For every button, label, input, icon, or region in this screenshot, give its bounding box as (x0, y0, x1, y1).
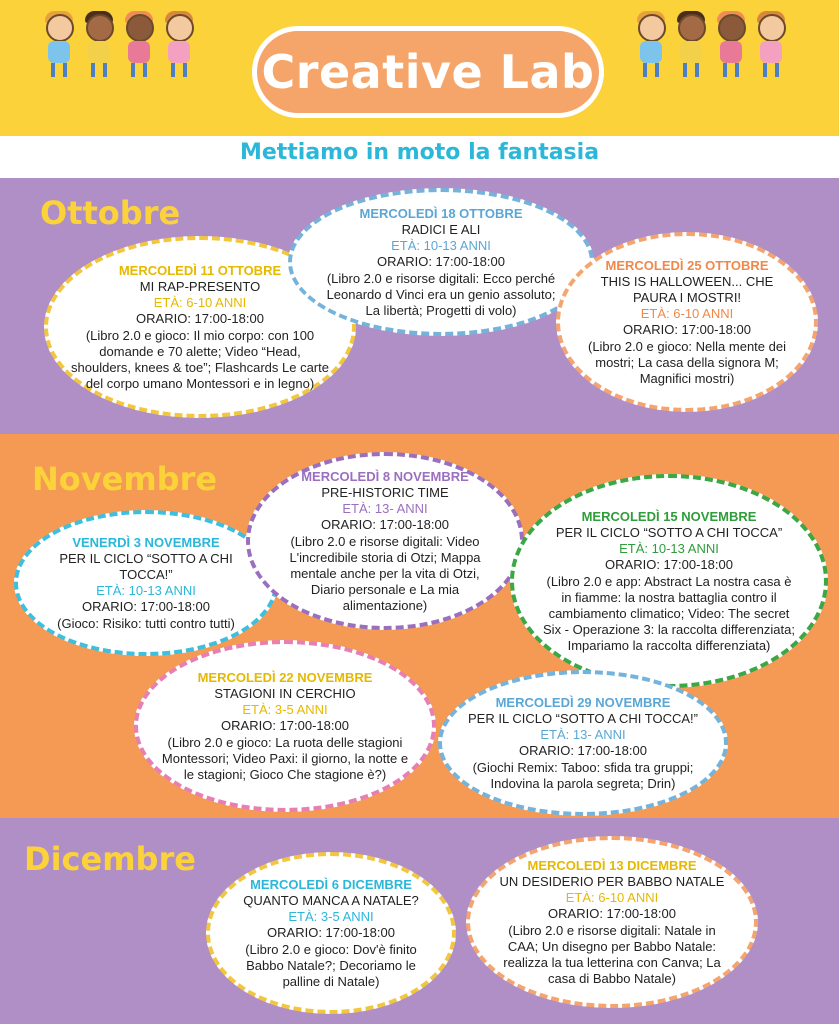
event-title: PER IL CICLO “SOTTO A CHI TOCCA” (555, 524, 783, 540)
event-card-oct-18 (288, 188, 594, 336)
event-age: ETÀ: 13- ANNI (540, 726, 626, 742)
event-card-nov-3 (14, 510, 278, 656)
event-age: ETÀ: 3-5 ANNI (242, 701, 328, 717)
event-date: MERCOLEDÌ 11 OTTOBRE (118, 262, 282, 278)
event-title: STAGIONI IN CERCHIO (214, 685, 356, 701)
event-time: ORARIO: 17:00-18:00 (267, 924, 395, 940)
event-description: (Libro 2.0 e risorse digitali: Video L'incredibile storia di Otzi; Mappa mentale anche per la vita di Otzi, Diario personale e La mia alimentazione) (289, 533, 481, 613)
kids-illustration-right (632, 8, 788, 86)
event-card-nov-29 (438, 670, 728, 816)
event-date: MERCOLEDÌ 6 DICEMBRE (250, 876, 412, 892)
event-title: PER IL CICLO “SOTTO A CHI TOCCA!” (59, 550, 233, 582)
kids-illustration-left (40, 8, 196, 86)
event-title: THIS IS HALLOWEEN... CHE PAURA I MOSTRI! (600, 273, 774, 305)
event-age: ETÀ: 13- ANNI (342, 500, 428, 516)
kid-figure (752, 8, 788, 80)
event-description: (Libro 2.0 e gioco: Dov'è finito Babbo Natale?; Decoriamo le palline di Natale) (245, 941, 417, 989)
kid-figure (632, 8, 668, 80)
title-pill (252, 26, 604, 118)
kid-figure (120, 8, 156, 80)
event-age: ETÀ: 10-13 ANNI (96, 582, 196, 598)
event-time: ORARIO: 17:00-18:00 (623, 321, 751, 337)
event-title: QUANTO MANCA A NATALE? (243, 892, 419, 908)
event-description: (Libro 2.0 e gioco: La ruota delle stagioni Montessori; Video Paxi: il giorno, la notte e le stagioni; Gioco Che stagione è?) (161, 734, 409, 782)
event-date: MERCOLEDÌ 15 NOVEMBRE (581, 508, 757, 524)
event-time: ORARIO: 17:00-18:00 (136, 310, 264, 326)
event-date: MERCOLEDÌ 22 NOVEMBRE (197, 669, 373, 685)
event-date: MERCOLEDÌ 8 NOVEMBRE (301, 468, 469, 484)
event-description: (Libro 2.0 e risorse digitali: Ecco perché Leonardo d Vinci era un genio assoluto; La libertà; Progetti di volo) (326, 270, 556, 318)
event-date: MERCOLEDÌ 25 OTTOBRE (605, 257, 769, 273)
event-time: ORARIO: 17:00-18:00 (519, 742, 647, 758)
kid-figure (712, 8, 748, 80)
event-age: ETÀ: 6-10 ANNI (153, 294, 247, 310)
event-date: MERCOLEDÌ 13 DICEMBRE (527, 857, 697, 873)
event-age: ETÀ: 6-10 ANNI (565, 889, 659, 905)
event-description: (Libro 2.0 e gioco: Nella mente dei mostri; La casa della signora M; Magnifici mostri) (587, 338, 786, 386)
event-time: ORARIO: 17:00-18:00 (221, 717, 349, 733)
event-card-dec-13 (466, 836, 758, 1008)
month-label-november: Novembre (32, 460, 218, 498)
kid-figure (80, 8, 116, 80)
month-label-october: Ottobre (40, 194, 181, 232)
event-card-nov-22 (134, 640, 436, 812)
event-card-nov-8 (246, 452, 524, 630)
event-time: ORARIO: 17:00-18:00 (605, 556, 733, 572)
page-subtitle: Mettiamo in moto la fantasia (239, 140, 600, 165)
month-label-december: Dicembre (24, 840, 196, 878)
event-age: ETÀ: 3-5 ANNI (288, 908, 374, 924)
event-date: MERCOLEDÌ 29 NOVEMBRE (495, 694, 671, 710)
event-time: ORARIO: 17:00-18:00 (321, 516, 449, 532)
event-card-nov-15 (510, 474, 828, 688)
event-time: ORARIO: 17:00-18:00 (377, 253, 505, 269)
page-title: Creative Lab (261, 45, 595, 99)
kid-figure (40, 8, 76, 80)
event-age: ETÀ: 6-10 ANNI (640, 305, 734, 321)
event-date: VENERDÌ 3 NOVEMBRE (72, 534, 220, 550)
event-title: UN DESIDERIO PER BABBO NATALE (499, 873, 725, 889)
kid-figure (672, 8, 708, 80)
event-description: (Gioco: Risiko: tutti contro tutti) (57, 615, 235, 631)
event-card-oct-25 (556, 232, 818, 412)
event-title: PRE-HISTORIC TIME (321, 484, 449, 500)
event-description: (Libro 2.0 e risorse digitali: Natale in CAA; Un disegno per Babbo Natale: realizza la tua letterina con Canva; La casa di Babbo Natale) (503, 922, 721, 986)
event-date: MERCOLEDÌ 18 OTTOBRE (359, 205, 523, 221)
event-age: ETÀ: 10-13 ANNI (619, 540, 719, 556)
event-time: ORARIO: 17:00-18:00 (82, 598, 210, 614)
event-description: (Libro 2.0 e gioco: Il mio corpo: con 100 domande e 70 alette; Video “Head, shoulders, knees & toe”; Flashcards Le carte del corpo umano Montessori e in legno) (71, 327, 329, 391)
event-age: ETÀ: 10-13 ANNI (391, 237, 491, 253)
event-title: PER IL CICLO “SOTTO A CHI TOCCA!” (468, 710, 698, 726)
event-description: (Libro 2.0 e app: Abstract La nostra casa è in fiamme: la nostra battaglia contro il cambiamento climatico; Video: The secret Six - Operazione 3: la raccolta differenziata; Impariamo la raccolta differenziata) (543, 573, 795, 653)
event-description: (Giochi Remix: Taboo: sfida tra gruppi; Indovina la parola segreta; Drin) (472, 759, 694, 791)
event-title: MI RAP-PRESENTO (139, 278, 261, 294)
event-title: RADICI E ALI (401, 221, 481, 237)
kid-figure (160, 8, 196, 80)
event-card-dec-6 (206, 852, 456, 1014)
event-time: ORARIO: 17:00-18:00 (548, 905, 676, 921)
